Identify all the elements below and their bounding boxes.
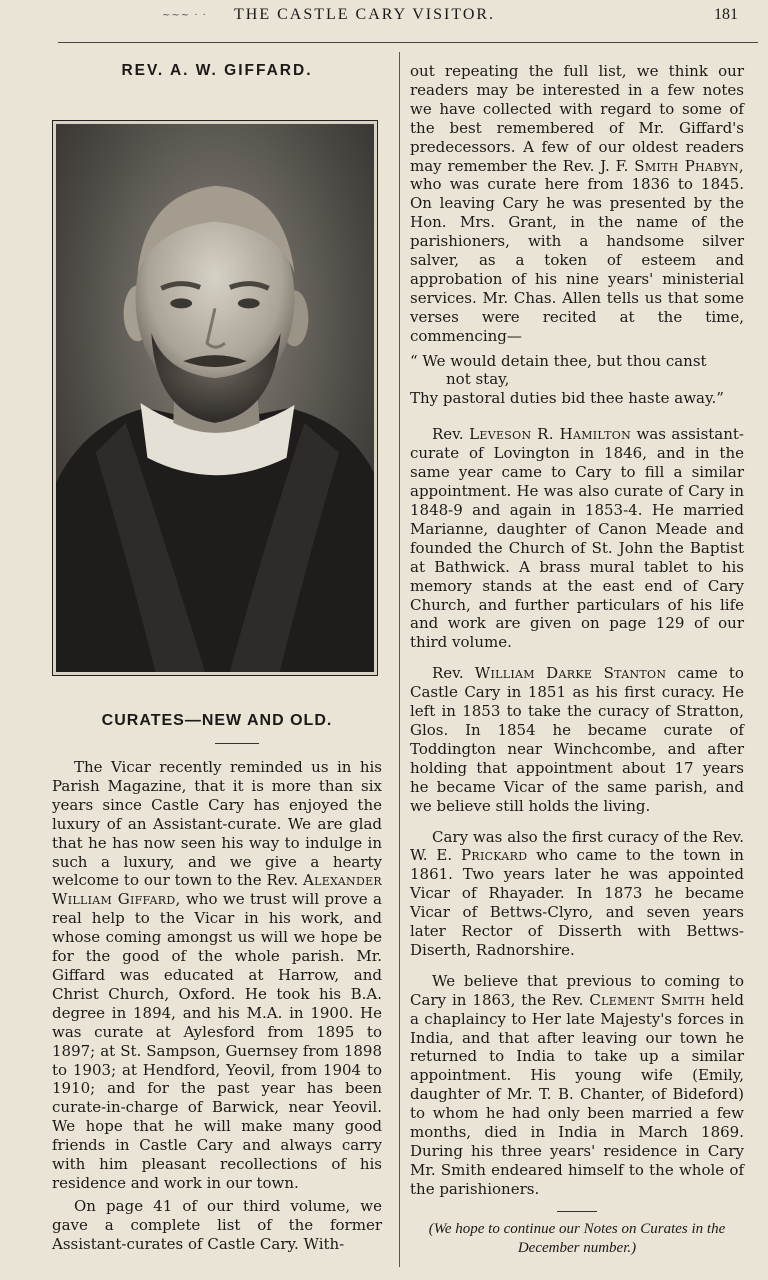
text-run: Cary was also the first curacy of the Rev. W. E. <box>410 827 744 865</box>
spacer <box>410 960 744 972</box>
text-run: Rev. <box>432 425 464 444</box>
spacer <box>410 413 744 425</box>
text-run: was assistant-curate of Lovington in 1846, and in the same year came to Cary to fill a similar appointment. He was also curate of Cary in 1848-9 and again in 1853-4. He married Marianne, daughter of Canon Meade and founded the Church of St. John the Baptist at Bathwick. A brass mural tablet to his memory stands at the east end of Cary Church, and further particulars of his life and work are given on page 129 of our third volume. <box>410 425 744 652</box>
closing-rule <box>557 1211 597 1212</box>
paragraph <box>410 972 744 1199</box>
right-column <box>410 62 744 1258</box>
page-number: 181 <box>714 6 738 23</box>
person-name: Prickard <box>460 846 528 865</box>
footnote: (We hope to continue our Notes on Curates in the December number.) <box>428 1220 726 1256</box>
person-name: Clement Smith <box>589 990 706 1009</box>
left-body-text <box>52 758 382 1254</box>
paragraph <box>52 758 382 1193</box>
portrait-photo <box>56 124 374 672</box>
left-column <box>52 62 382 1253</box>
person-name: Leveson R. Hamilton <box>469 425 631 444</box>
article-title: REV. A. W. GIFFARD. <box>121 62 313 79</box>
portrait-frame <box>52 120 378 676</box>
column-divider <box>399 52 400 1267</box>
verse-line: “ We would detain thee, but thou canst <box>410 351 707 370</box>
verse-line: Thy pastoral duties bid thee haste away.” <box>410 388 724 407</box>
section-title: CURATES—NEW AND OLD. <box>101 712 333 729</box>
paragraph <box>410 62 744 346</box>
paragraph: On page 41 of our third volume, we gave a complete list of the former Assistant-curates of Castle Cary. With- <box>52 1196 382 1253</box>
ornament: ~~~ · · <box>162 10 207 21</box>
text-run: The Vicar recently reminded us in his Parish Magazine, that it is more than six years since Castle Cary has enjoyed the luxury of an Assistant-curate. We are glad that he has now seen his way to indulge in such a luxury, and we give a hearty welcome to our town to the Rev. <box>52 758 382 890</box>
text-run: We believe that previous to coming to Cary in 1863, the Rev. <box>410 971 744 1009</box>
person-name: William Darke Stanton <box>474 664 667 683</box>
text-run: Rev. <box>432 664 464 683</box>
section-rule <box>215 743 259 744</box>
text-run: came to Castle Cary in 1851 as his first curacy. He left in 1853 to take the curacy of Stratton, Glos. In 1854 he became curate of Toddington near Winchcombe, and after holding that appointment about 17 years he became Vicar of the same parish, and we believe still holds the living. <box>410 664 744 815</box>
person-name: Alexander William Giffard, <box>52 871 382 909</box>
running-head <box>0 4 768 26</box>
verse-line: not stay, <box>446 370 510 389</box>
paragraph <box>410 828 744 960</box>
text-run: who came to the town in 1861. Two years later he was appointed Vicar of Rhayader. In 1873 he became Vicar of Bettws-Clyro, and seven years later Rector of Disserth with Bettws-Diserth, Radnorshire. <box>410 846 744 959</box>
spacer <box>410 816 744 828</box>
verse-quote <box>410 352 744 408</box>
publication-title: THE CASTLE CARY VISITOR. <box>234 6 496 23</box>
text-run: out repeating the full list, we think our readers may be interested in a few notes we have collected with regard to some of the best remembered of Mr. Giffard's predecessors. A few of our oldest readers may remember the Rev. J. F. <box>410 62 744 175</box>
text-run: held a chaplaincy to Her late Majesty's forces in India, and that after leaving our town he returned to India to take up a similar appointment. His young wife (Emily, daughter of Mr. T. B. Chanter, of Bideford) to whom he had only been married a few months, died in India in March 1869. During his three years' residence in Cary Mr. Smith endeared himself to the whole of the parishioners. <box>410 990 744 1198</box>
paragraph <box>410 664 744 815</box>
person-name: Smith Phabyn, <box>634 156 744 175</box>
text-run: who was curate here from 1836 to 1845. On leaving Cary he was presented by the Hon. Mrs. Grant, in the name of the parishioners, with a handsome silver salver, as a token of esteem and approbation of his nine years' ministerial services. Mr. Chas. Allen tells us that some verses were recited at the time, commencing— <box>410 175 744 345</box>
header-rule <box>58 42 758 43</box>
paragraph <box>410 425 744 652</box>
spacer <box>410 652 744 664</box>
text-run: who we trust will prove a real help to the Vicar in his work, and whose coming amongst us will we hope be for the good of the whole parish. Mr. Giffard was educated at Harrow, and Christ Church, Oxford. He took his B.A. degree in 1894, and his M.A. in 1900. He was curate at Aylesford from 1895 to 1897; at St. Sampson, Guernsey from 1898 to 1903; at Hendford, Yeovil, from 1904 to 1910; and for the past year has been curate-in-charge of Barwick, near Yeovil. We hope that he will make many good friends in Castle Cary and always carry with him pleasant recollections of his residence and work in our town. <box>52 890 382 1192</box>
